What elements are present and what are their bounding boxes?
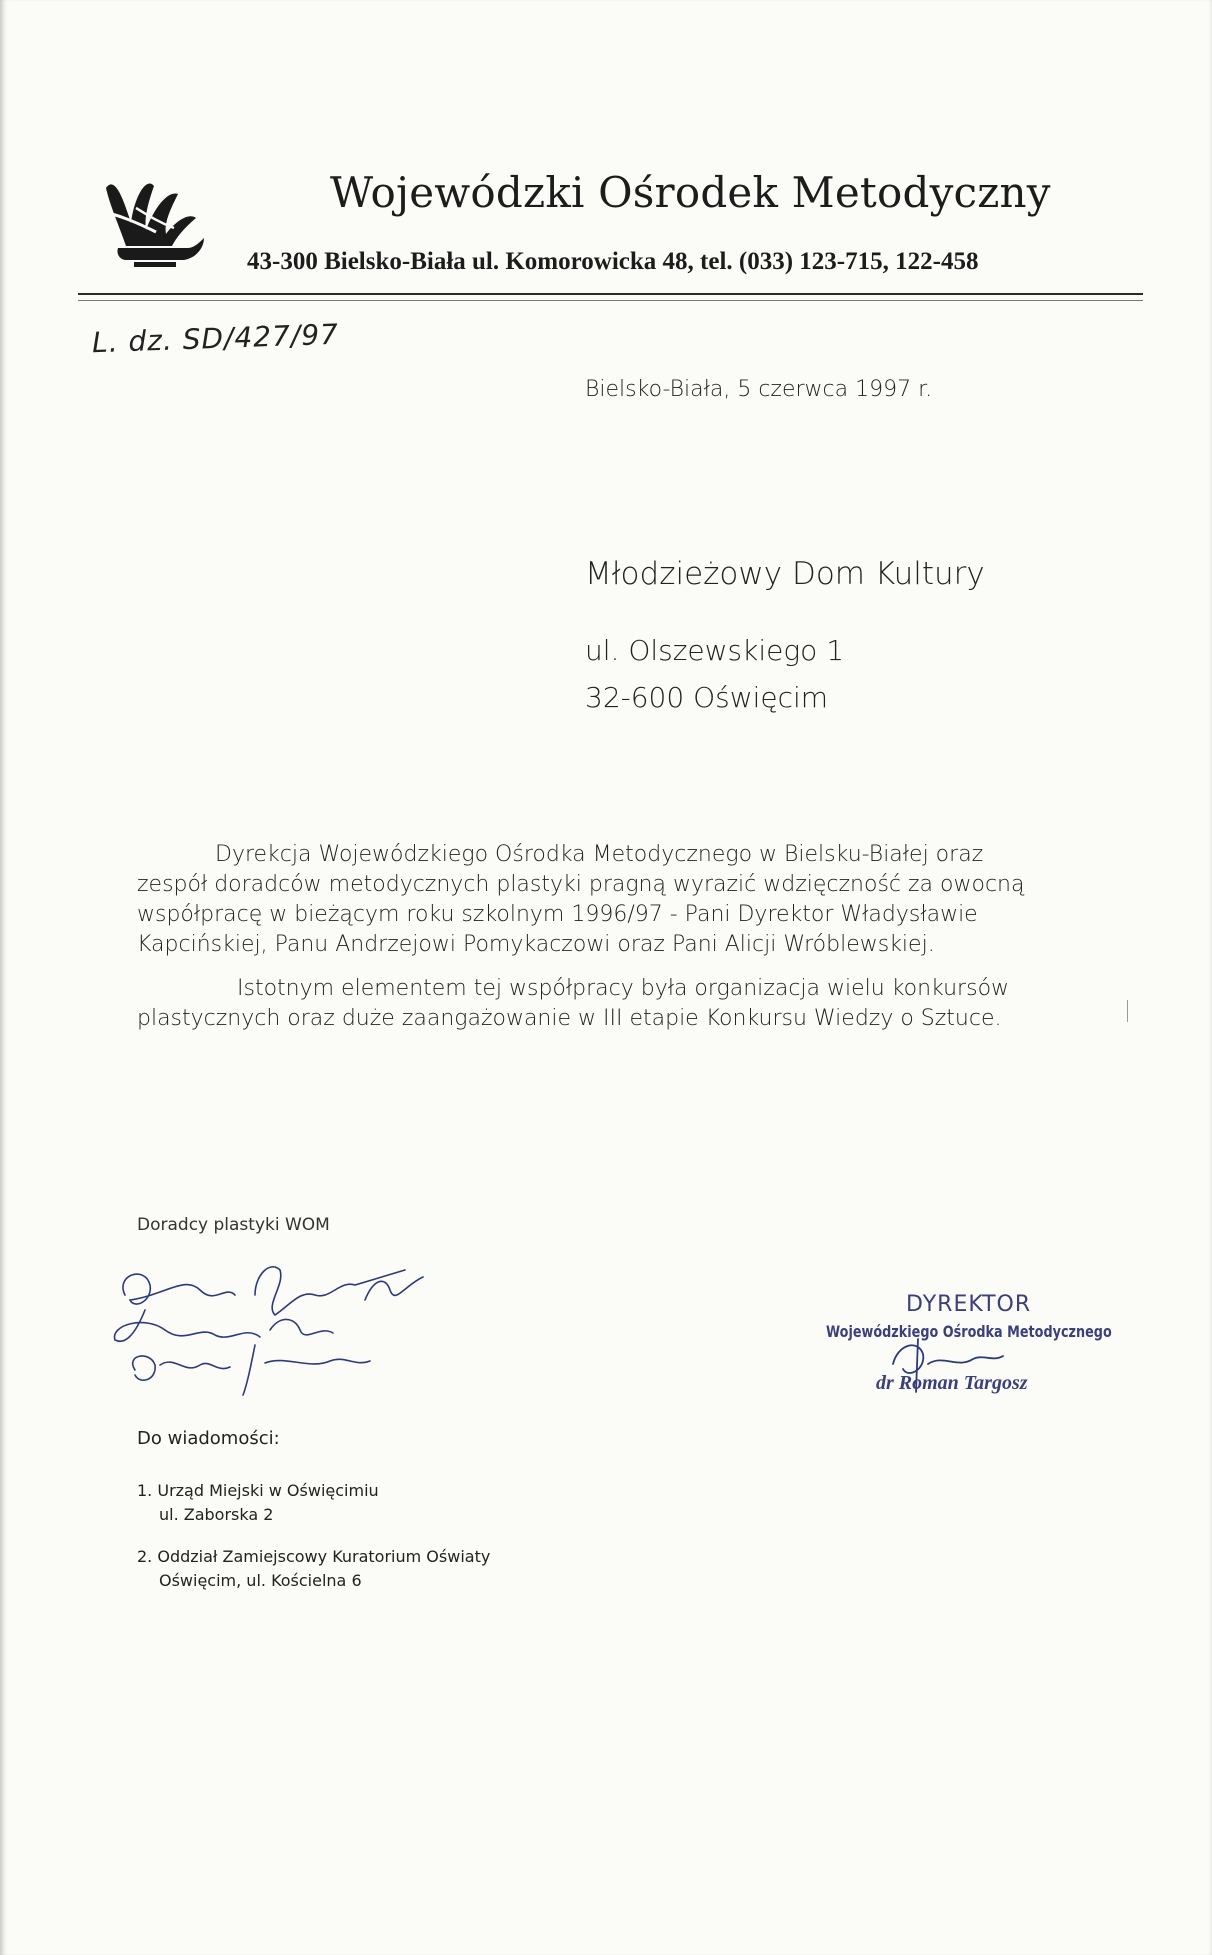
cc-item (137, 1545, 490, 1593)
letterhead-divider-thin (78, 300, 1143, 301)
stamp-title: DYREKTOR (906, 1292, 1032, 1317)
organization-address: 43-300 Bielsko-Biała ul. Komorowicka 48, tel. (033) 123-715, 122-458 (247, 248, 979, 275)
recipient-address (585, 556, 985, 714)
margin-mark (1127, 1000, 1128, 1022)
organization-name: Wojewódzki Ośrodek Metodyczny (330, 168, 1051, 217)
wom-logo-icon (96, 168, 208, 278)
letterhead-divider (78, 293, 1143, 295)
body-paragraph-1: Dyrekcja Wojewódzkiego Ośrodka Metodycznego w Bielsku-Białej oraz zespół doradców metodycznych plastyki pragną wyrazić wdzięczność za owocną współpracę w bieżącym roku szkolnym 1996/97 - Pani Dyrektor Władysławie Kapcińskiej, Panu Andrzejowi Pomykaczowi oraz Pani Alicji Wróblewskiej. (137, 842, 1025, 957)
cc-item-line1: 2. Oddział Zamiejscowy Kuratorium Oświaty (137, 1547, 491, 1566)
handwritten-signatures (105, 1255, 445, 1400)
recipient-city: 32-600 Oświęcim (585, 681, 829, 714)
stamp-organization: Wojewódzkiego Ośrodka Metodycznego (826, 1322, 1112, 1341)
cc-label: Do wiadomości: (137, 1428, 280, 1449)
signers-label: Doradcy plastyki WOM (137, 1215, 330, 1235)
cc-item-line1: 1. Urząd Miejski w Oświęcimiu (137, 1481, 379, 1500)
carbon-copy-block (137, 1428, 490, 1611)
cc-item-line2: ul. Zaborska 2 (159, 1505, 274, 1524)
cc-item (137, 1479, 490, 1527)
cc-list (137, 1479, 490, 1593)
stamp-director-name: dr Roman Targosz (876, 1372, 1028, 1394)
letter-body (137, 840, 1037, 1034)
recipient-name: Młodzieżowy Dom Kultury (585, 556, 985, 592)
place-date: Bielsko-Biała, 5 czerwca 1997 r. (585, 377, 933, 402)
cc-item-line2: Oświęcim, ul. Kościelna 6 (159, 1571, 362, 1590)
body-paragraph-2: Istotnym elementem tej współpracy była organizacja wielu konkursów plastycznych oraz duże zaangażowanie w III etapie Konkursu Wiedzy o Sztuce. (137, 976, 1010, 1031)
reference-number: L. dz. SD/427/97 (91, 317, 340, 360)
recipient-street: ul. Olszewskiego 1 (585, 634, 845, 667)
director-stamp (818, 1292, 1128, 1412)
